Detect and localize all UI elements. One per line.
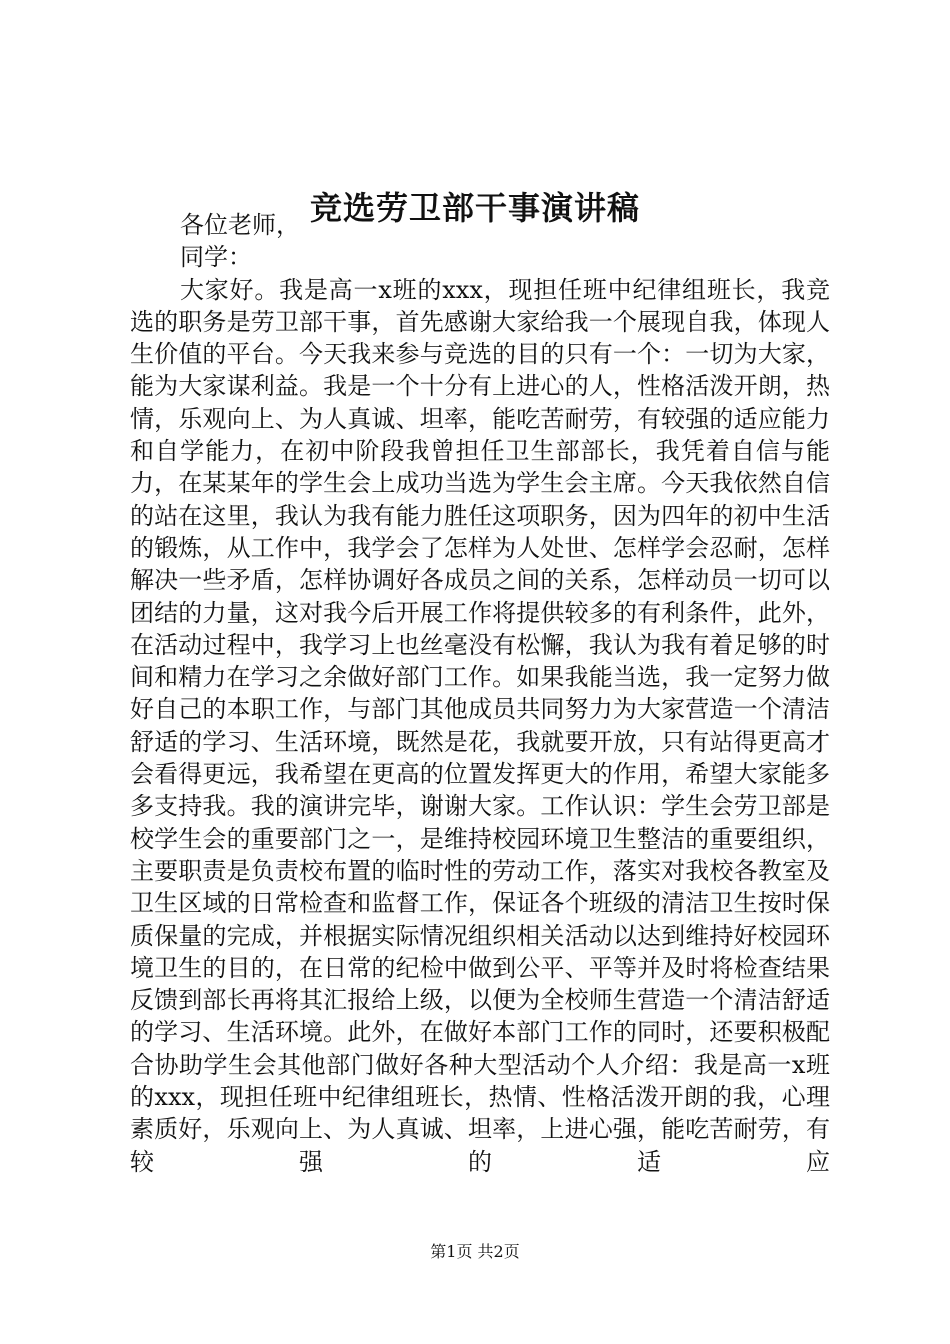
document-title: 竞选劳卫部干事演讲稿	[309, 189, 640, 227]
body-paragraph: 大家好。我是高一x班的xxx，现担任班中纪律组班长，我竞选的职务是劳卫部干事，首先感谢大家给我一个展现自我，体现人生价值的平台。今天我来参与竞选的目的只有一个：一切为大家，能为大家谋利益。我是一个十分有上进心的人，性格活泼开朗，热情，乐观向上、为人真诚、坦率，能吃苦耐劳，有较强的适应能力和自学能力，在初中阶段我曾担任卫生部部长，我凭着自信与能力，在某某年的学生会上成功当选为学生会主席。今天我依然自信的站在这里，我认为我有能力胜任这项职务，因为四年的初中生活的锻炼，从工作中，我学会了怎样为人处世、怎样学会忍耐，怎样解决一些矛盾，怎样协调好各成员之间的关系，怎样动员一切可以团结的力量，这对我今后开展工作将提供较多的有利条件，此外，在活动过程中，我学习上也丝毫没有松懈，我认为我有着足够的时间和精力在学习之余做好部门工作。如果我能当选，我一定努力做好自己的本职工作，与部门其他成员共同努力为大家营造一个清洁舒适的学习、生活环境，既然是花，我就要开放，只有站得更高才会看得更远，我希望在更高的位置发挥更大的作用，希望大家能多多支持我。我的演讲完毕，谢谢大家。工作认识：学生会劳卫部是校学生会的重要部门之一，是维持校园环境卫生整洁的重要组织，主要职责是负责校布置的临时性的劳动工作，落实对我校各教室及卫生区域的日常检查和监督工作，保证各个班级的清洁卫生按时保质保量的完成，并根据实际情况组织相关活动以达到维持好校园环境卫生的目的，在日常的纪检中做到公平、平等并及时将检查结果反馈到部长再将其汇报给上级，以便为全校师生营造一个清洁舒适的学习、生活环境。此外，在做好本部门工作的同时，还要积极配合协助学生会其他部门做好各种大型活动个人介绍：我是高一x班的xxx，现担任班中纪律组班长，热情、性格活泼开朗的我，心理素质好，乐观向上、为人真诚、坦率，上进心强，能吃苦耐劳，有较强的适应	[130, 275, 830, 1176]
page-number-footer: 第1页 共2页	[430, 1242, 520, 1261]
document-body	[130, 209, 830, 1178]
salutation-line: 同学：	[180, 243, 252, 272]
salutation-line: 各位老师，	[180, 211, 300, 239]
